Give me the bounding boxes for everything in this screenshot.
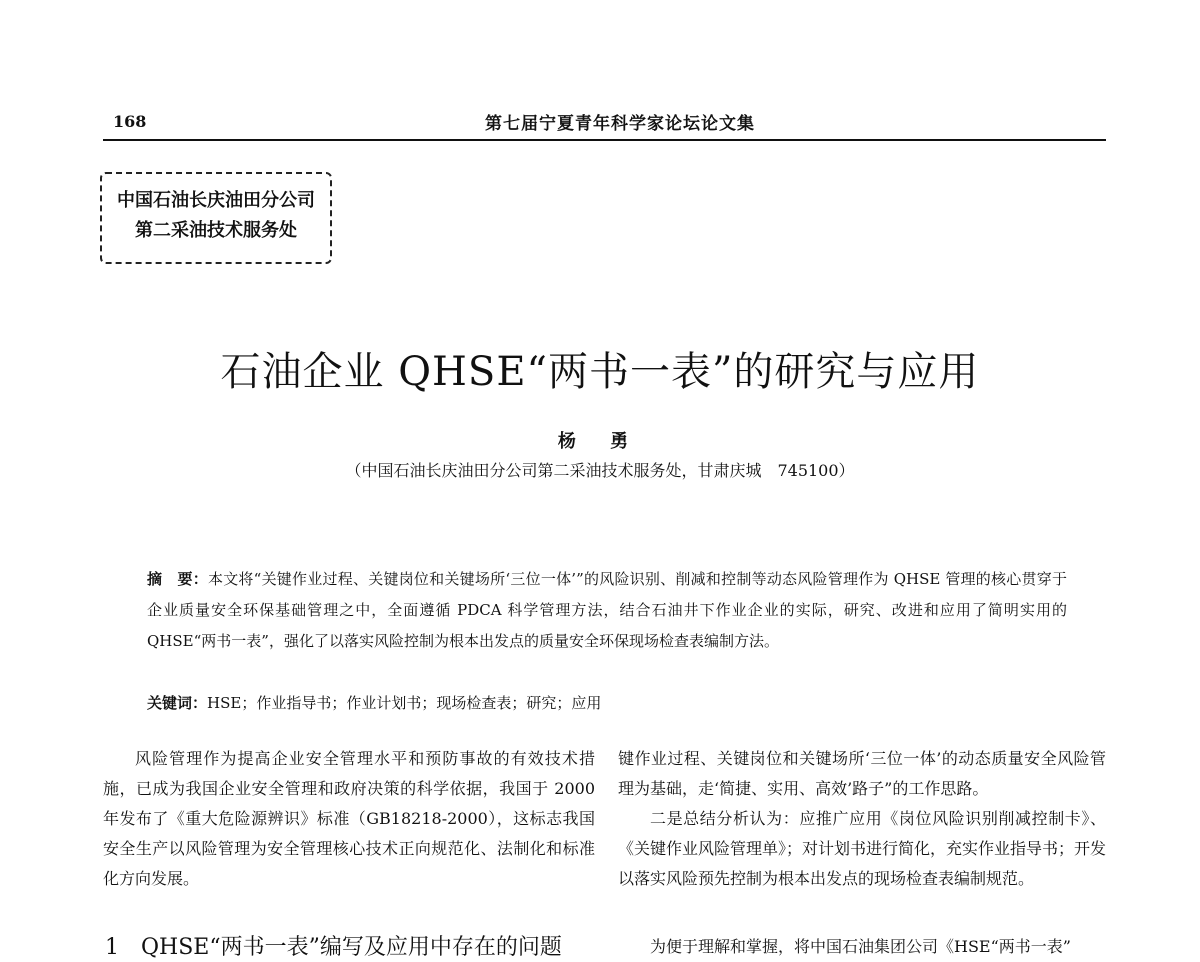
paper-title: 石油企业 QHSE“两书一表”的研究与应用 <box>220 349 980 395</box>
left-column <box>103 744 595 894</box>
author-name: 杨 勇 <box>557 431 643 452</box>
page-number: 168 <box>113 112 147 131</box>
keywords-label: 关键词： <box>147 694 208 712</box>
author-affiliation: （中国石油长庆油田分公司第二采油技术服务处，甘肃庆城 745100） <box>345 461 855 480</box>
left-paragraph: 风险管理作为提高企业安全管理水平和预防事故的有效技术措施，已成为我国企业安全管理和政府决策的科学依据，我国于 2000 年发布了《重大危险源辨识》标准（GB18218-2000），这标志我国安全生产以风险管理为安全管理核心技术正向规范化、法制化和标准化方向发展。 <box>103 749 595 888</box>
abstract <box>147 564 1067 657</box>
right-column <box>618 744 1106 894</box>
keywords <box>147 688 1067 719</box>
affiliation-line-1: 中国石油长庆油田分公司 <box>117 190 315 211</box>
running-header: 第七届宁夏青年科学家论坛论文集 <box>485 114 755 134</box>
abstract-text: 本文将“关键作业过程、关键岗位和关键场所‘三位一体’”的风险识别、削减和控制等动态风险管理作为 QHSE 管理的核心贯穿于企业质量安全环保基础管理之中，全面遵循 PDCA 科学管理方法，结合石油井下作业企业的实际，研究、改进和应用了简明实用的 QHSE“两书一表”，强化了以落实风险控制为根本出发点的质量安全环保现场检查表编制方法。 <box>147 570 1067 650</box>
affiliation-line-2: 第二采油技术服务处 <box>135 220 297 241</box>
abstract-label: 摘 要： <box>147 570 208 588</box>
affiliation-box <box>100 172 332 264</box>
header-rule <box>103 139 1106 141</box>
section-heading: 1 QHSE“两书一表”编写及应用中存在的问题 <box>105 935 562 960</box>
right-paragraph-2: 二是总结分析认为：应推广应用《岗位风险识别削减控制卡》、《关键作业风险管理单》；对计划书进行简化，充实作业指导书；开发以落实风险预先控制为根本出发点的现场检查表编制规范。 <box>618 809 1107 888</box>
keywords-text: HSE；作业指导书；作业计划书；现场检查表；研究；应用 <box>207 694 602 712</box>
right-paragraph-1: 键作业过程、关键岗位和关键场所‘三位一体’的动态质量安全风险管理为基础，走‘简捷、实用、高效’路子”的工作思路。 <box>618 749 1106 798</box>
right-paragraph-3: 为便于理解和掌握，将中国石油集团公司《HSE“两书一表” <box>650 937 1071 956</box>
